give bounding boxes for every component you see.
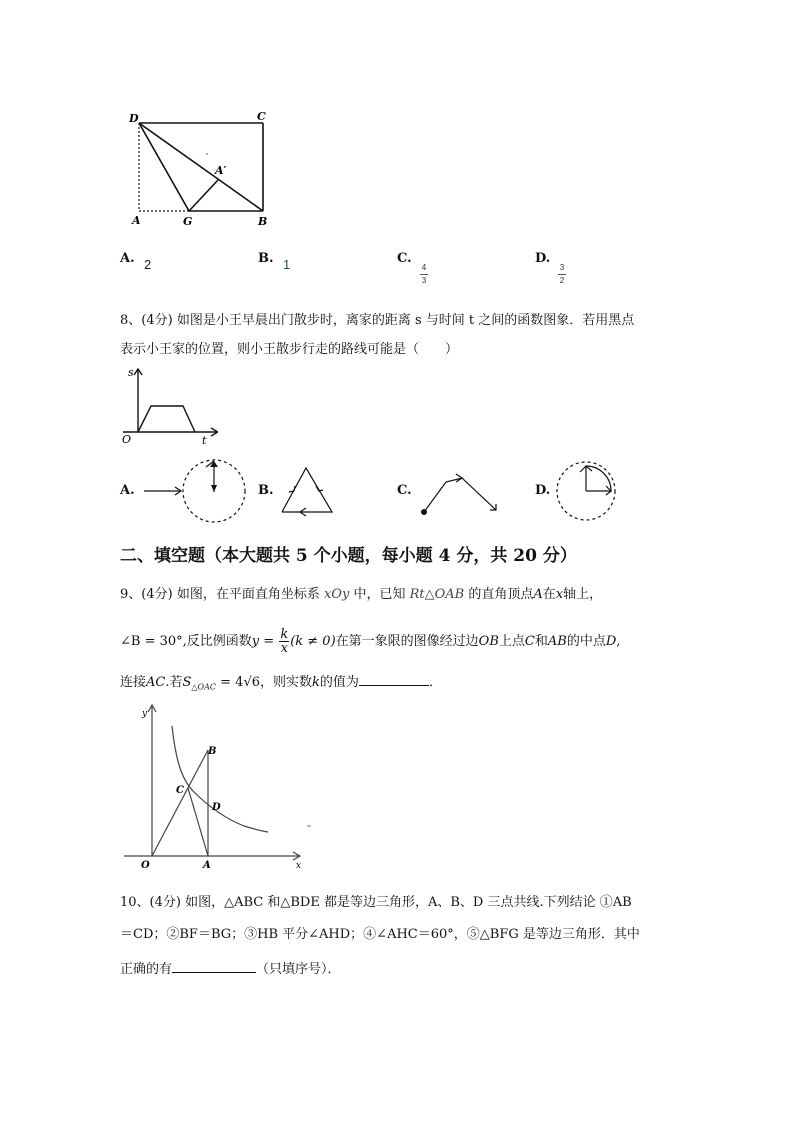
q7-label-B: B: [258, 215, 268, 228]
q9-l2-C: C: [524, 634, 535, 649]
q9-l1-c: 中，已知: [353, 587, 406, 602]
q9-fig-C: C: [176, 785, 184, 796]
q7-option-a-value: 2: [144, 257, 152, 272]
q8-option-a-label: A.: [120, 483, 135, 498]
q7-option-a-label: A.: [120, 251, 135, 266]
q10-answer-blank[interactable]: [172, 958, 256, 973]
q9-l3-a: 连接: [120, 675, 147, 690]
q9-fig-O: O: [141, 860, 150, 871]
q9-l1-g: 在: [542, 587, 556, 602]
q9-l1-xoy: xOy: [323, 587, 350, 602]
q8-text-line1: 8、(4分) 如图是小王早晨出门散步时，离家的距离 s 与时间 t 之间的函数图象．若用黑点: [120, 313, 635, 328]
q9-l2-e: 在第一象限的图像经过边: [335, 634, 479, 649]
q10-line2: ＝CD；②BF＝BG；③HB 平分∠AHD；④∠AHC＝60°，⑤△BFG 是等边三角形．其中: [120, 927, 640, 942]
q9-line2: [120, 628, 620, 658]
q10-line3: [120, 958, 341, 979]
q9-l2-OB: OB: [478, 634, 499, 649]
q7-option-c-label: C.: [397, 251, 412, 266]
q9-l2-k: k: [280, 627, 289, 642]
q10-l3-a: 正确的有: [120, 962, 173, 977]
q8-option-c-route: [418, 464, 504, 522]
q8-text-line2: 表示小王家的位置，则小王散步行走的路线可能是（ ）: [120, 342, 459, 357]
q9-coordinate-figure: [116, 700, 316, 872]
q9-l2-frac: [279, 628, 289, 655]
q8-option-c-label: C.: [397, 483, 412, 498]
q9-l3-S: S: [182, 675, 192, 690]
q9-l1-x: x: [555, 587, 564, 602]
q9-fig-B: B: [208, 746, 217, 757]
q9-l3-c: .若: [165, 675, 183, 690]
q9-l1-e: 的直角顶点: [468, 587, 534, 602]
q7-label-A: A: [132, 214, 141, 227]
section-2-heading: 二、填空题（本大题共 5 个小题，每小题 4 分，共 20 分）: [120, 546, 577, 566]
q8-option-d-label: D.: [535, 483, 551, 498]
q7-option-d-num: 3: [559, 263, 565, 272]
q9-l3-sub: △OAC: [191, 682, 217, 692]
q7-figure: [126, 108, 276, 230]
q9-answer-blank[interactable]: [359, 671, 429, 686]
q7-label-G: G: [183, 215, 193, 228]
q9-l1-A: A: [533, 587, 543, 602]
q9-l2-n: ,: [616, 634, 621, 649]
q8-distance-time-graph: [118, 364, 218, 446]
q9-line3: [120, 671, 442, 697]
q7-label-A-prime: A′: [215, 164, 227, 177]
q7-option-b-label: B.: [258, 251, 274, 266]
q7-option-b-value: 1: [283, 257, 291, 272]
q9-l2-l: 的中点: [566, 634, 606, 649]
q9-l2-b: ,反比例函数: [182, 634, 252, 649]
q9-l2-g: 上点: [498, 634, 525, 649]
q10-l3-b: （只填序号）．: [256, 962, 341, 977]
q7-option-c-num: 4: [421, 263, 427, 272]
q9-fig-x: x: [296, 861, 302, 871]
q7-option-d-label: D.: [535, 251, 551, 266]
q9-l3-k: k: [312, 675, 320, 690]
q9-l3-h: 的值为: [319, 675, 359, 690]
q9-l2-angle: ∠B = 30°: [120, 634, 183, 649]
q9-l3-end: ．: [428, 675, 442, 690]
q9-fig-A: A: [203, 860, 211, 871]
q9-l1-i: 轴上，: [563, 587, 603, 602]
q8-option-d-route: [556, 460, 620, 524]
q7-label-C: C: [257, 110, 266, 123]
q9-l2-x: x: [280, 641, 288, 656]
q9-l3-value: = 4√6: [220, 675, 261, 690]
q9-line1: [120, 586, 602, 604]
q9-l2-y: y =: [251, 634, 275, 649]
q9-l2-D: D: [605, 634, 617, 649]
q8-option-a-route: [140, 455, 250, 527]
q7-label-D: D: [129, 112, 139, 125]
q8-option-b-label: B.: [258, 483, 274, 498]
q9-fig-D: D: [212, 802, 221, 813]
q8-option-b-route: [276, 462, 340, 520]
q9-l2-i: 和: [534, 634, 548, 649]
q8-graph-t: t: [202, 434, 207, 446]
q8-graph-s: s: [128, 366, 134, 379]
q9-l2-cond: (k ≠ 0): [290, 634, 336, 649]
q9-l3-f: ，则实数: [260, 675, 313, 690]
q9-fig-y: y: [142, 709, 148, 719]
q7-option-c-fraction: [418, 263, 430, 286]
q7-option-c-den: 3: [421, 276, 427, 285]
q9-l1-a: 9、(4分) 如图，在平面直角坐标系: [120, 587, 320, 602]
q8-graph-O: O: [122, 433, 132, 446]
q9-l3-AC: AC: [146, 675, 166, 690]
q7-option-d-den: 2: [559, 276, 565, 285]
q10-line1: 10、(4分) 如图，△ABC 和△BDE 都是等边三角形，A、B、D 三点共线.下列结论 ①AB: [120, 895, 632, 910]
q9-l1-rt: Rt△OAB: [409, 587, 465, 602]
q9-l2-AB: AB: [547, 634, 567, 649]
q7-option-d-fraction: [556, 263, 568, 286]
